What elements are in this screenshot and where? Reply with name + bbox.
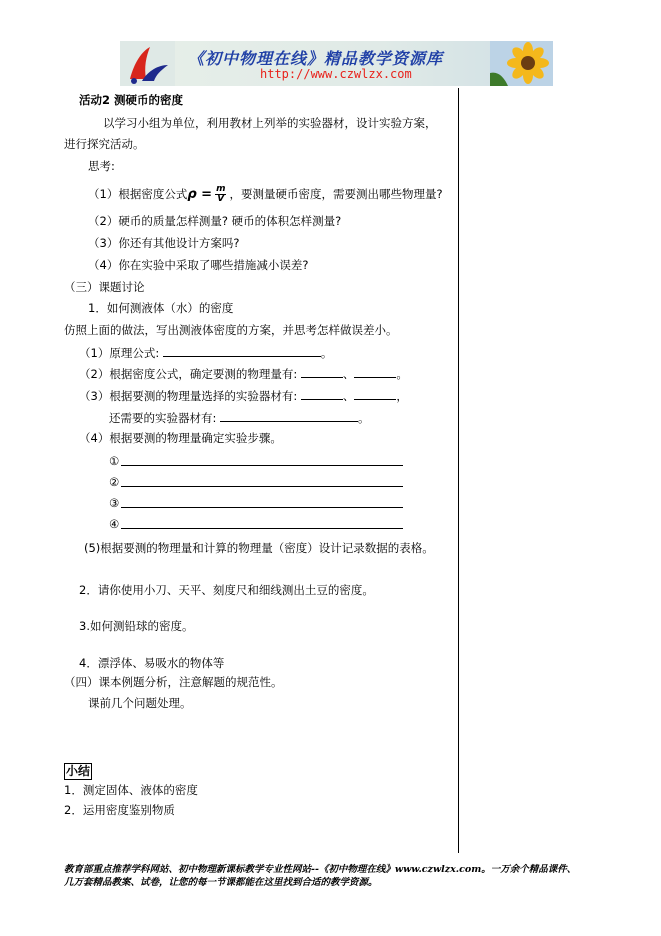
margin-rule	[458, 88, 459, 853]
step-4-blank[interactable]	[121, 528, 403, 529]
formula-blank[interactable]	[163, 345, 321, 357]
activity-intro-line1: 以学习小组为单位，利用教材上列举的实验器材，设计实验方案，	[103, 116, 437, 130]
item2-line: 2．请你使用小刀、天平、刻度尺和细线测出土豆的密度。	[79, 583, 374, 597]
footer-line-1: 教育部重点推荐学科网站、初中物理新课标教学专业性网站--《初中物理在线》www.czwlzx.com。一万余个精品课件、	[64, 864, 577, 875]
question-4: （4）你在实验中采取了哪些措施减小误差?	[88, 258, 309, 272]
part3-sep: 、	[342, 389, 355, 403]
part2-line	[79, 366, 408, 381]
item3-line: 3.如何测铅球的密度。	[79, 619, 194, 633]
question-1-suffix: ，要测量硬币密度，需要测出哪些物理量?	[229, 187, 443, 201]
extra-equipment-blank[interactable]	[220, 410, 358, 422]
part1-end: 。	[320, 346, 333, 360]
part3-line	[79, 388, 408, 403]
item4-line: 4．漂浮体、易吸水的物体等	[79, 656, 225, 670]
equipment-blank-2[interactable]	[354, 388, 396, 400]
fraction-numerator: m	[216, 184, 226, 194]
summary-item-2: 2．运用密度鉴别物质	[64, 803, 175, 817]
part1-line	[79, 345, 332, 360]
part3-extra-line	[109, 410, 370, 425]
step-1-marker: ①	[109, 454, 120, 468]
part1-label: （1）原理公式:	[79, 346, 160, 360]
question-2: （2）硬币的质量怎样测量? 硬币的体积怎样测量?	[88, 214, 342, 228]
think-label: 思考:	[88, 159, 115, 173]
section3-heading: （三）课题讨论	[64, 280, 145, 294]
summary-item-1: 1．测定固体、液体的密度	[64, 783, 198, 797]
section4-line: 课前几个问题处理。	[88, 696, 192, 710]
banner-title: 《初中物理在线》精品教学资源库	[188, 49, 444, 68]
header-banner	[120, 41, 553, 86]
part4-line: （4）根据要测的物理量确定实验步骤。	[79, 431, 282, 445]
banner-url[interactable]: http://www.czwlzx.com	[260, 67, 412, 81]
part3-extra-end: 。	[358, 411, 370, 425]
footer-line-2: 几万套精品教案、试卷，让您的每一节课都能在这里找到合适的教学资源。	[64, 877, 378, 888]
sunflower-icon	[490, 41, 553, 86]
question-1	[88, 184, 443, 204]
step-1-blank[interactable]	[121, 465, 403, 466]
question-1-prefix: （1）根据密度公式	[88, 187, 188, 201]
part5-line: (5)根据要测的物理量和计算的物理量（密度）设计记录数据的表格。	[84, 541, 434, 555]
activity-heading: 活动2 测硬币的密度	[79, 93, 184, 107]
step-2-marker: ②	[109, 475, 120, 489]
site-logo-icon	[120, 41, 175, 86]
equipment-blank-1[interactable]	[301, 388, 343, 400]
summary-label: 小结	[66, 764, 91, 778]
item1-intro: 仿照上面的做法，写出测液体密度的方案，并思考怎样做误差小。	[64, 323, 398, 337]
density-fraction	[215, 185, 226, 204]
fraction-denominator: V	[217, 194, 225, 204]
section4-heading: （四）课本例题分析，注意解题的规范性。	[64, 675, 283, 689]
part3-label: （3）根据要测的物理量选择的实验器材有:	[79, 389, 298, 403]
part2-end: 。	[396, 367, 408, 381]
step-4-marker: ④	[109, 517, 120, 531]
part3-end: ，	[396, 389, 408, 403]
part3-extra-label: 还需要的实验器材有:	[109, 411, 217, 425]
activity-intro-line2: 进行探究活动。	[64, 137, 145, 151]
quantity-blank-2[interactable]	[354, 366, 396, 378]
step-3-blank[interactable]	[121, 507, 403, 508]
quantity-blank-1[interactable]	[301, 366, 343, 378]
step-2-blank[interactable]	[121, 486, 403, 487]
step-3-marker: ③	[109, 496, 120, 510]
part2-sep: 、	[342, 367, 355, 381]
part2-label: （2）根据密度公式，确定要测的物理量有:	[79, 367, 298, 381]
rho-symbol: ρ =	[187, 187, 213, 202]
question-3: （3）你还有其他设计方案吗?	[88, 236, 240, 250]
item1-title: 1．如何测液体（水）的密度	[88, 301, 234, 315]
